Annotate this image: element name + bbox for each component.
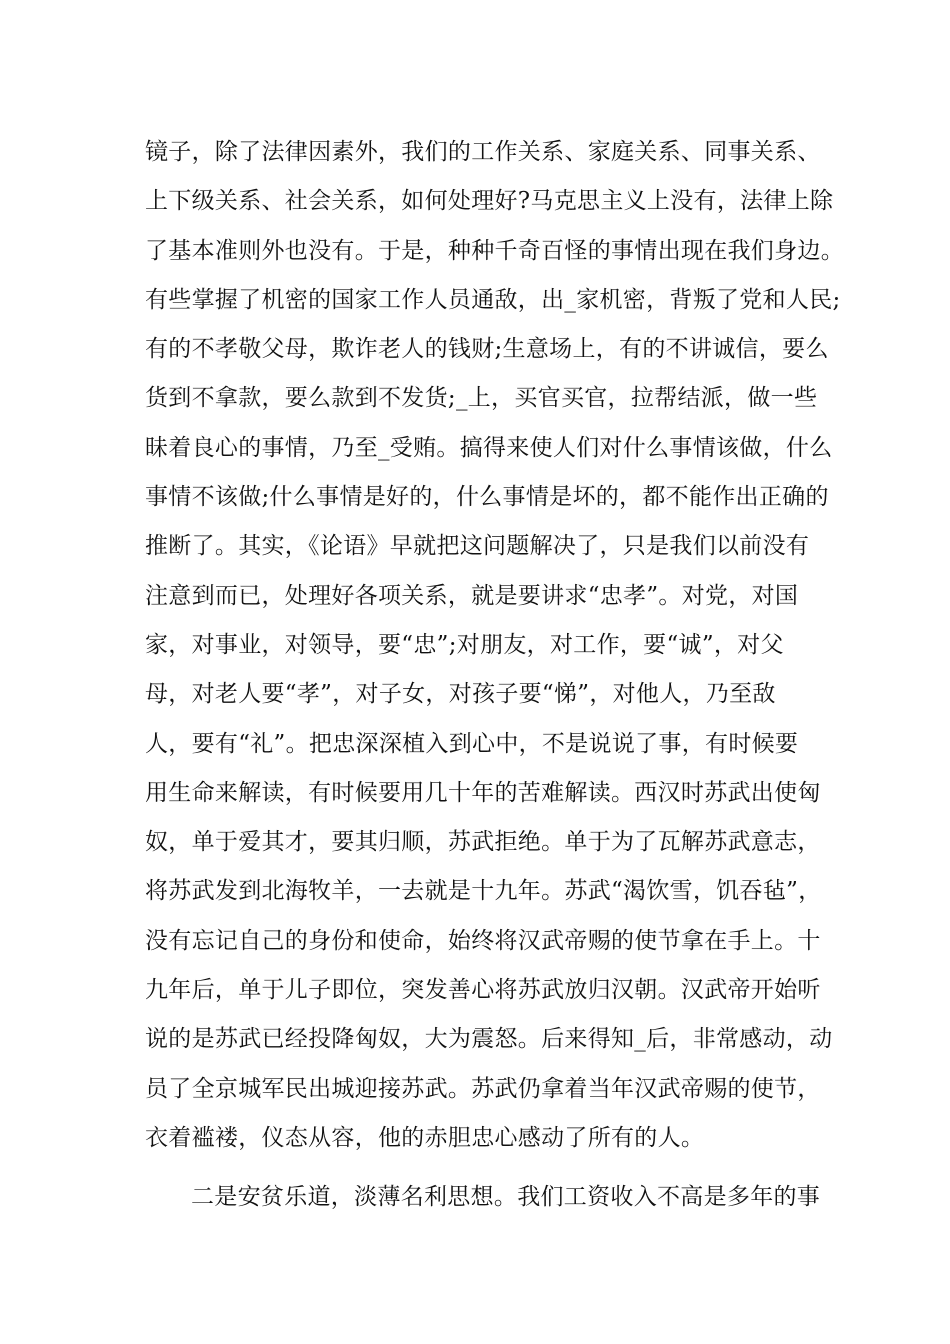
text-line: 昧着良心的事情，乃至_受贿。搞得来使人们对什么事情该做，什么 xyxy=(145,434,833,461)
text-line: 事情不该做;什么事情是好的，什么事情是坏的，都不能作出正确的 xyxy=(145,484,829,511)
text-line: 上下级关系、社会关系，如何处理好?马克思主义上没有，法律上除 xyxy=(145,188,834,215)
text-line: 说的是苏武已经投降匈奴，大为震怒。后来得知_后，非常感动，动 xyxy=(145,1026,833,1053)
text-line: 货到不拿款，要么款到不发货;_上，买官买官，拉帮结派，做一些 xyxy=(145,385,818,412)
text-line: 有的不孝敬父母，欺诈老人的钱财;生意场上，有的不讲诚信，要么 xyxy=(145,336,829,363)
text-line: 没有忘记自己的身份和使命，始终将汉武帝赐的使节拿在手上。十 xyxy=(145,927,821,954)
paragraph-2 xyxy=(145,1173,835,1222)
text-line: 将苏武发到北海牧羊，一去就是十九年。苏武“渴饮雪，饥吞毡”， xyxy=(145,878,822,905)
text-line: 注意到而已，处理好各项关系，就是要讲求“忠孝”。对党，对国 xyxy=(145,582,799,609)
paragraph-spacer xyxy=(145,1163,835,1173)
text-line: 奴，单于爱其才，要其归顺，苏武拒绝。单于为了瓦解苏武意志， xyxy=(145,829,821,856)
paragraph-1 xyxy=(145,128,844,1163)
text-line: 衣着褴褛，仪态从容，他的赤胆忠心感动了所有的人。 xyxy=(145,1124,705,1151)
text-line: 了基本准则外也没有。于是，种种千奇百怪的事情出现在我们身边。 xyxy=(145,237,844,264)
text-line: 二是安贫乐道，淡薄名利思想。我们工资收入不高是多年的事 xyxy=(191,1184,821,1211)
text-line: 人，要有“礼”。把忠深深植入到心中，不是说说了事，有时候要 xyxy=(145,730,799,757)
body-text xyxy=(145,128,844,1223)
text-line: 员了全京城军民出城迎接苏武。苏武仍拿着当年汉武帝赐的使节， xyxy=(145,1075,821,1102)
text-line: 九年后，单于儿子即位，突发善心将苏武放归汉朝。汉武帝开始听 xyxy=(145,977,821,1004)
text-line: 用生命来解读，有时候要用几十年的苦难解读。西汉时苏武出使匈 xyxy=(145,779,821,806)
text-line: 镜子，除了法律因素外，我们的工作关系、家庭关系、同事关系、 xyxy=(145,139,821,165)
text-line: 推断了。其实，《论语》早就把这问题解决了，只是我们以前没有 xyxy=(145,533,810,560)
text-line: 有些掌握了机密的国家工作人员通敌，出_家机密，背叛了党和人民; xyxy=(145,286,841,313)
text-line: 家，对事业，对领导，要“忠”;对朋友，对工作，要“诚”，对父 xyxy=(145,631,784,658)
text-line: 母，对老人要“孝”，对子女，对孩子要“悌”，对他人，乃至敌 xyxy=(145,681,776,708)
